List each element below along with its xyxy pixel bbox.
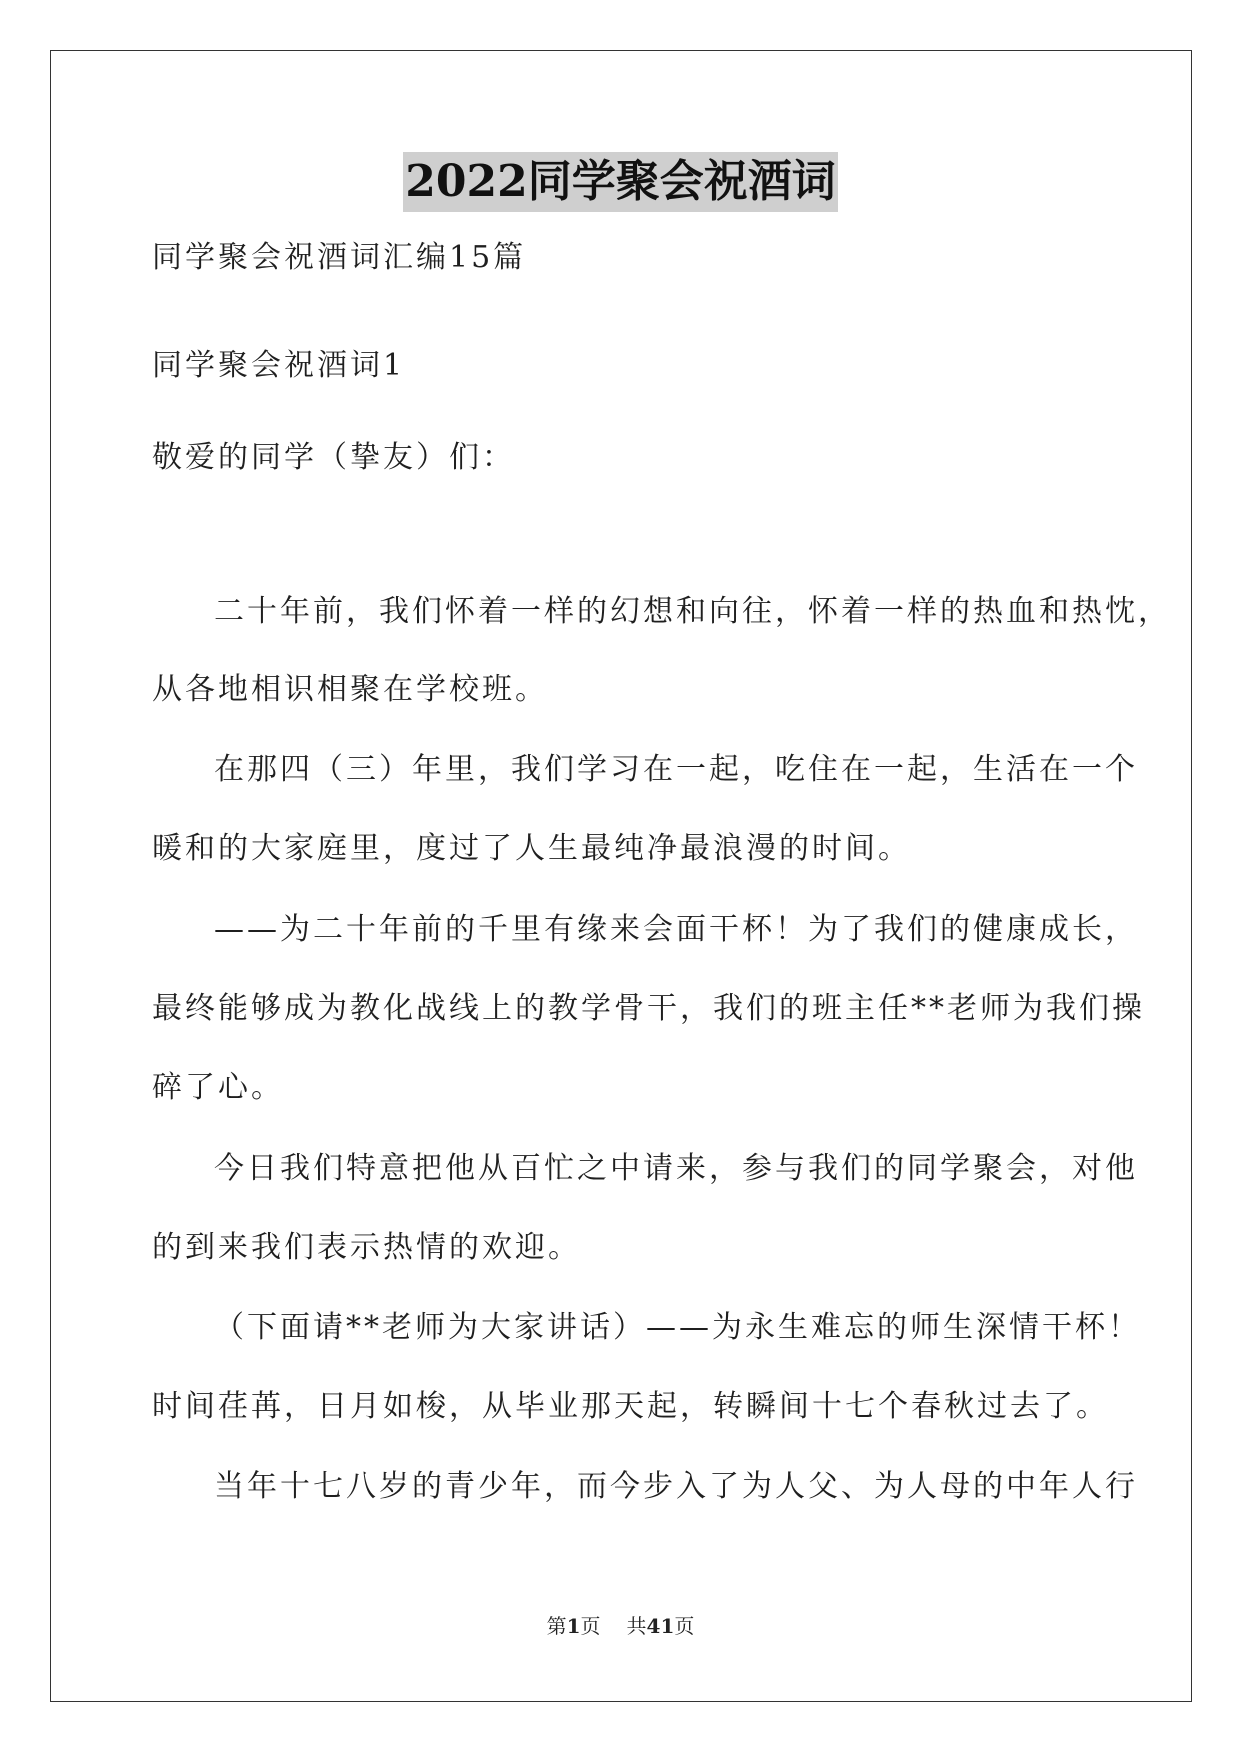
paragraph-line: 今日我们特意把他从百忙之中请来，参与我们的同学聚会，对他 xyxy=(214,1151,1138,1186)
section-heading: 同学聚会祝酒词1 xyxy=(152,348,406,383)
page-footer xyxy=(0,1612,1241,1640)
document-title: 2022同学聚会祝酒词 xyxy=(403,152,837,212)
page-prefix: 第 xyxy=(546,1614,567,1638)
page-suffix: 页 xyxy=(580,1614,601,1638)
paragraph-line: ——为二十年前的千里有缘来会面干杯！为了我们的健康成长， xyxy=(214,912,1138,947)
total-suffix: 页 xyxy=(674,1614,695,1638)
total-pages: 41 xyxy=(646,1614,675,1638)
paragraph-line: 暖和的大家庭里，度过了人生最纯净最浪漫的时间。 xyxy=(152,831,911,866)
subtitle-line: 同学聚会祝酒词汇编15篇 xyxy=(152,240,527,275)
paragraph-line: 的到来我们表示热情的欢迎。 xyxy=(152,1230,581,1265)
paragraph-line: 二十年前，我们怀着一样的幻想和向往，怀着一样的热血和热忱， xyxy=(214,594,1171,629)
title-container xyxy=(0,152,1241,212)
total-prefix: 共 xyxy=(626,1614,647,1638)
paragraph-line: 在那四（三）年里，我们学习在一起，吃住在一起，生活在一个 xyxy=(214,752,1138,787)
paragraph-line: （下面请**老师为大家讲话）——为永生难忘的师生深情干杯！ xyxy=(214,1310,1141,1345)
page-border xyxy=(50,50,1192,1702)
paragraph-line: 从各地相识相聚在学校班。 xyxy=(152,672,548,707)
paragraph-line: 最终能够成为教化战线上的教学骨干，我们的班主任**老师为我们操 xyxy=(152,991,1145,1026)
paragraph-line: 时间荏苒，日月如梭，从毕业那天起，转瞬间十七个春秋过去了。 xyxy=(152,1389,1109,1424)
paragraph-line: 碎了心。 xyxy=(152,1070,284,1105)
salutation-line: 敬爱的同学（挚友）们： xyxy=(152,440,515,475)
paragraph-line: 当年十七八岁的青少年，而今步入了为人父、为人母的中年人行 xyxy=(214,1469,1138,1504)
page-number: 1 xyxy=(566,1614,581,1638)
